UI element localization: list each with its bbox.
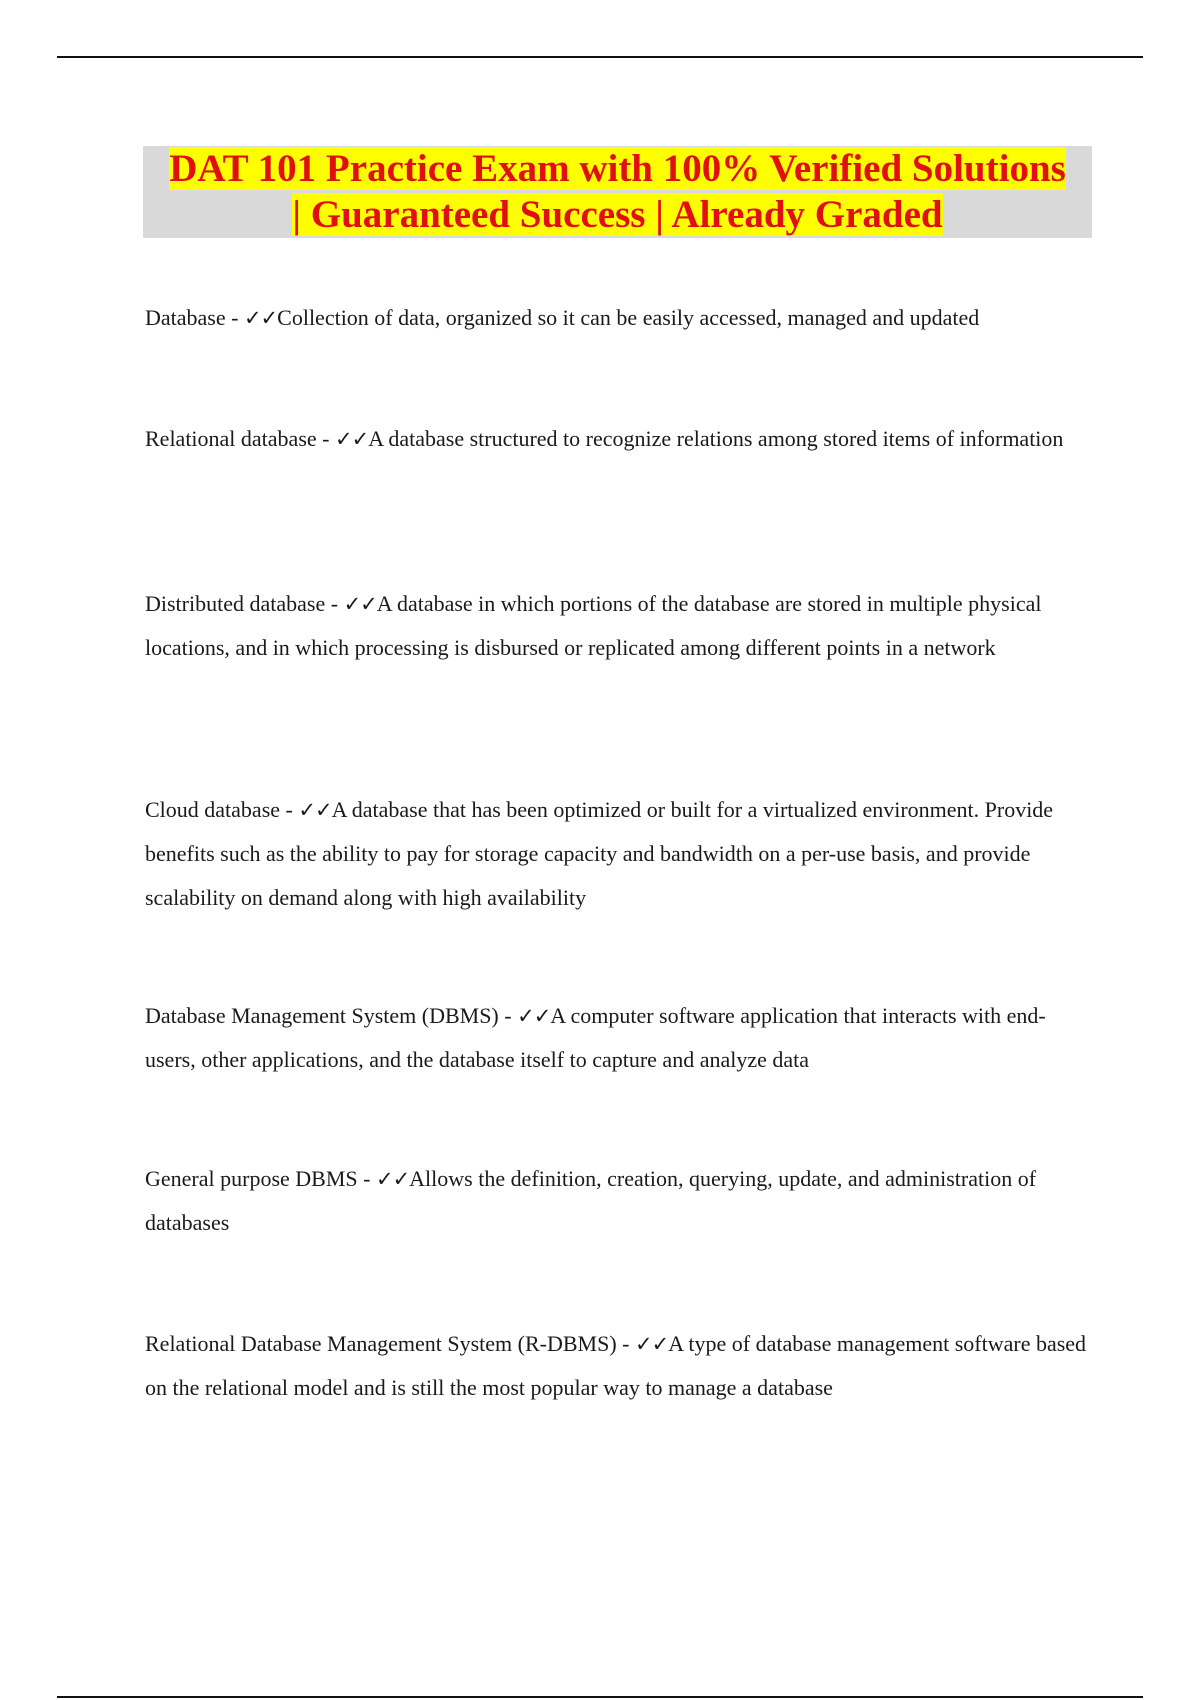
double-check-icon: ✓✓ <box>635 1332 669 1356</box>
entry-term: Database Management System (DBMS) - <box>145 1003 518 1028</box>
entry-database <box>145 296 1090 340</box>
entry-cloud-database <box>145 788 1090 920</box>
entry-term: Distributed database - <box>145 591 344 616</box>
double-check-icon: ✓✓ <box>243 306 278 330</box>
entry-term: General purpose DBMS - <box>145 1166 376 1191</box>
double-check-icon: ✓✓ <box>343 592 377 616</box>
entry-term: Relational Database Management System (R-DBMS) - <box>145 1331 636 1356</box>
entry-distributed-database <box>145 582 1090 670</box>
entry-definition: A type of database management software based on the relational model and is still the most popular way to manage a database <box>145 1331 1087 1400</box>
header-rule <box>57 56 1143 58</box>
double-check-icon: ✓✓ <box>298 798 332 822</box>
entry-general-purpose-dbms <box>145 1157 1090 1245</box>
page-title <box>143 146 1092 238</box>
entry-definition: Collection of data, organized so it can be easily accessed, managed and updated <box>277 305 980 330</box>
double-check-icon: ✓✓ <box>334 427 369 451</box>
entry-term: Cloud database - <box>145 797 299 822</box>
double-check-icon: ✓✓ <box>375 1167 410 1191</box>
entry-definition: A database structured to recognize relations among stored items of information <box>368 426 1064 451</box>
double-check-icon: ✓✓ <box>517 1004 551 1028</box>
title-line-1: DAT 101 Practice Exam with 100% Verified Solutions <box>169 147 1066 190</box>
entry-definition: A database in which portions of the database are stored in multiple physical locations, and in which processing is disbursed or replicated among different points in a network <box>145 591 1042 660</box>
footer-rule <box>57 1696 1143 1698</box>
entry-definition: Allows the definition, creation, querying, update, and administration of databases <box>145 1166 1037 1235</box>
entry-dbms <box>145 994 1090 1082</box>
entry-relational-database <box>145 417 1090 461</box>
entry-term: Relational database - <box>145 426 335 451</box>
title-line-2: | Guaranteed Success | Already Graded <box>292 193 943 236</box>
entry-definition: A database that has been optimized or built for a virtualized environment. Provide benefits such as the ability to pay for storage capacity and bandwidth on a per-use basis, and provide scalability on demand along with high availability <box>145 797 1054 910</box>
entry-term: Database - <box>145 305 244 330</box>
entry-definition: A computer software application that interacts with end-users, other applications, and the database itself to capture and analyze data <box>145 1003 1046 1072</box>
entry-rdbms <box>145 1322 1090 1410</box>
